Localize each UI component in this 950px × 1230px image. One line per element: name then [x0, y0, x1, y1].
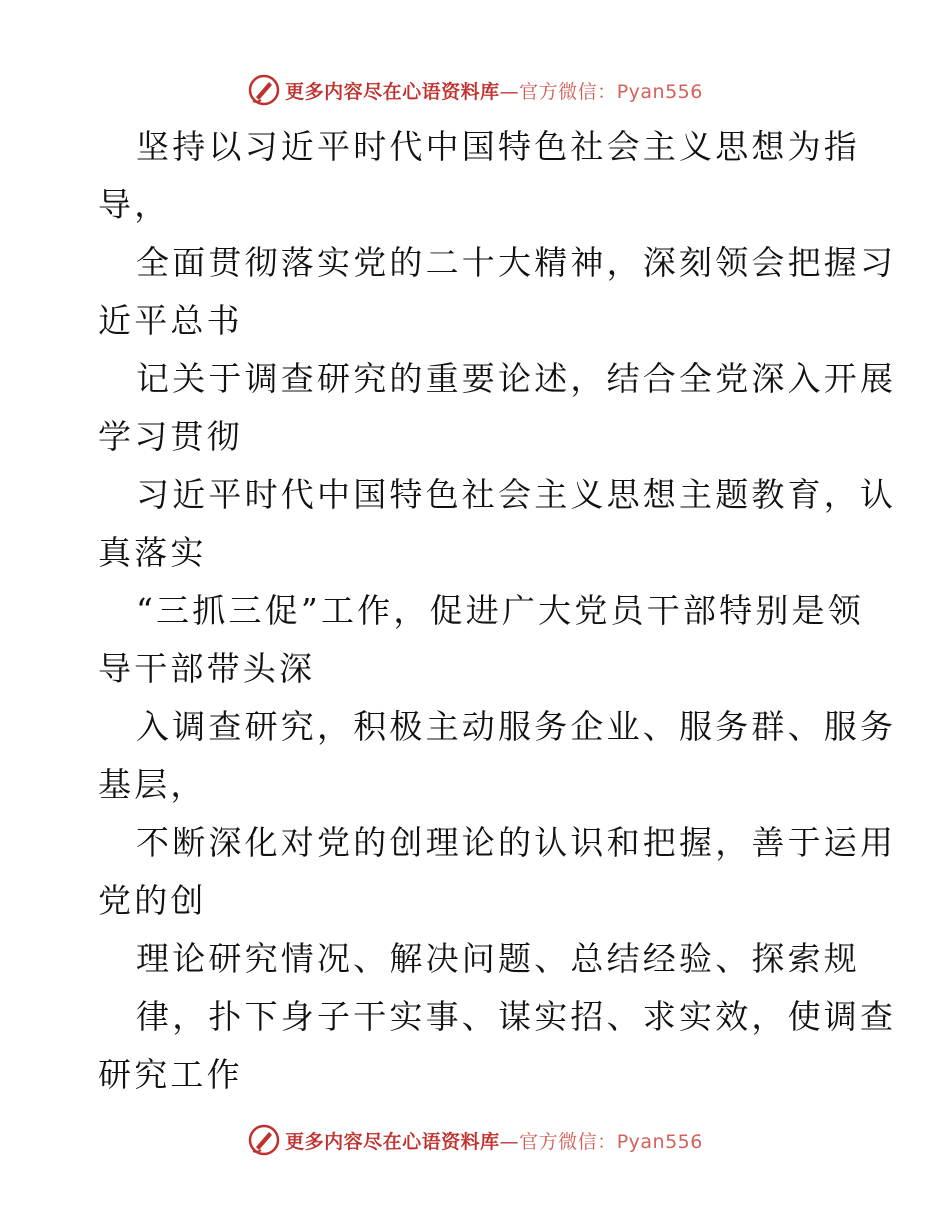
header-banner-text	[285, 77, 703, 104]
header-banner-wechat-id: Pyan556	[616, 80, 703, 103]
body-line: 习近平时代中国特色社会主义思想主题教育，认	[136, 475, 897, 514]
body-line: 坚持以习近平时代中国特色社会主义思想为指	[136, 127, 860, 166]
body-line: 导干部带头深	[98, 649, 316, 688]
body-line: 全面贯彻落实党的二十大精神，深刻领会把握习	[136, 243, 897, 282]
body-line: 真落实	[98, 533, 207, 572]
body-line: 党的创	[98, 881, 207, 920]
body-line: 律，扑下身子干实事、谋实招、求实效，使调查	[136, 997, 897, 1036]
header-banner	[0, 70, 950, 110]
body-line: 记关于调查研究的重要论述，结合全党深入开展	[136, 359, 897, 398]
footer-banner-wechat-label: 官方微信：	[519, 1130, 617, 1153]
header-banner-wechat-label: 官方微信：	[519, 80, 617, 103]
body-line: 学习贯彻	[98, 417, 243, 456]
document-body	[98, 118, 897, 1104]
footer-banner-text	[285, 1127, 703, 1154]
header-banner-main: 更多内容尽在心语资料库	[285, 80, 500, 103]
brand-logo-icon	[247, 1123, 281, 1157]
body-line: 入调查研究，积极主动服务企业、服务群、服务	[136, 707, 897, 746]
body-line: 不断深化对党的创理论的认识和把握，善于运用	[136, 823, 897, 862]
body-line: 基层，	[98, 765, 207, 804]
body-line: 研究工作	[98, 1055, 243, 1094]
body-line: 导，	[98, 185, 171, 224]
footer-banner-main: 更多内容尽在心语资料库	[285, 1130, 500, 1153]
body-line: “三抓三促”工作，促进广大党员干部特别是领	[136, 591, 864, 630]
body-line: 近平总书	[98, 301, 243, 340]
header-banner-separator: —	[499, 80, 520, 103]
body-line: 理论研究情况、解决问题、总结经验、探索规	[136, 939, 860, 978]
footer-banner	[0, 1120, 950, 1160]
footer-banner-wechat-id: Pyan556	[616, 1130, 703, 1153]
footer-banner-separator: —	[499, 1130, 520, 1153]
brand-logo-icon	[247, 73, 281, 107]
